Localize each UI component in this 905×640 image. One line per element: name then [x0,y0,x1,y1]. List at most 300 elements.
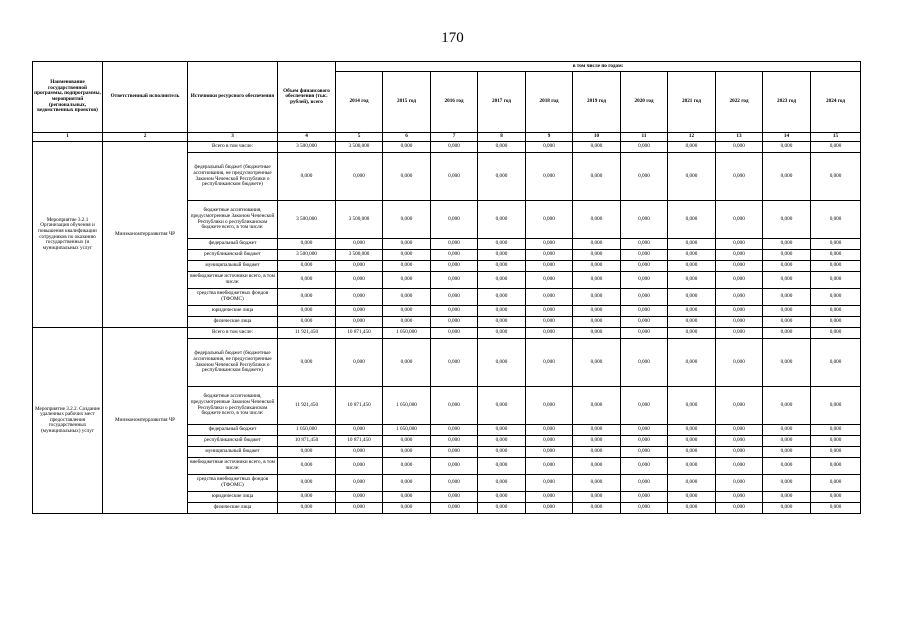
budget-table [32,61,861,514]
year-value: 0,000 [383,317,431,328]
header-year: 2015 год [383,72,431,133]
year-value: 1 050,000 [383,425,431,436]
year-value: 0,000 [478,306,526,317]
year-value: 3 500,000 [336,142,383,153]
year-value: 0,000 [431,475,478,492]
year-value: 0,000 [526,239,573,250]
year-value: 0,000 [716,306,763,317]
total-volume: 1 050,000 [278,425,336,436]
year-value: 0,000 [431,447,478,458]
total-volume: 3 500,000 [278,142,336,153]
year-value: 0,000 [573,272,621,289]
total-volume: 0,000 [278,239,336,250]
year-value: 0,000 [573,492,621,503]
total-volume: 0,000 [278,492,336,503]
total-volume: 0,000 [278,153,336,201]
year-value: 0,000 [716,328,763,339]
funding-source: бюджетные ассигнования, предусмотренные Законом Чеченской Республики о республиканском бюджете всего, в том числе: [188,387,278,425]
year-value: 0,000 [526,306,573,317]
year-value: 0,000 [573,475,621,492]
funding-source: федеральный бюджет [188,239,278,250]
column-number: 6 [383,133,431,142]
year-value: 0,000 [716,153,763,201]
year-value: 0,000 [716,492,763,503]
year-value: 0,000 [763,261,811,272]
year-value: 0,000 [478,492,526,503]
year-value: 0,000 [811,306,861,317]
year-value: 0,000 [573,447,621,458]
funding-source: федеральный бюджет (бюджетные ассигнования, не предусмотренные Законом Чеченской Республики о республиканском бюджете) [188,153,278,201]
year-value: 0,000 [431,436,478,447]
year-value: 0,000 [621,239,668,250]
column-number: 7 [431,133,478,142]
year-value: 0,000 [716,458,763,475]
year-value: 0,000 [431,239,478,250]
year-value: 0,000 [478,250,526,261]
year-value: 0,000 [526,387,573,425]
year-value: 0,000 [763,475,811,492]
year-value: 0,000 [431,142,478,153]
year-value: 0,000 [526,250,573,261]
activity-name: Мероприятие 3.2.1 Организация обучения и повышения квалификации сотрудников по оказанию государственных (и муниципальных услуг [33,142,103,328]
year-value: 0,000 [478,328,526,339]
year-value: 0,000 [716,339,763,387]
year-value: 0,000 [716,239,763,250]
year-value: 0,000 [811,492,861,503]
year-value: 0,000 [431,387,478,425]
year-value: 0,000 [383,458,431,475]
year-value: 0,000 [526,142,573,153]
year-value: 0,000 [526,328,573,339]
year-value: 0,000 [811,142,861,153]
year-value: 0,000 [478,261,526,272]
year-value: 0,000 [621,339,668,387]
year-value: 0,000 [573,339,621,387]
year-value: 0,000 [716,317,763,328]
page-number: 170 [441,30,464,46]
total-volume: 0,000 [278,447,336,458]
year-value: 3 500,000 [336,201,383,239]
table-body [33,142,861,514]
year-value: 0,000 [573,261,621,272]
year-value: 0,000 [573,289,621,306]
year-value: 0,000 [573,239,621,250]
year-value: 0,000 [336,339,383,387]
column-number: 13 [716,133,763,142]
year-value: 0,000 [716,250,763,261]
total-volume: 0,000 [278,475,336,492]
year-value: 0,000 [383,475,431,492]
year-value: 0,000 [383,261,431,272]
year-value: 0,000 [763,436,811,447]
column-number: 3 [188,133,278,142]
funding-source: физические лица [188,503,278,514]
year-value: 0,000 [573,142,621,153]
year-value: 0,000 [763,425,811,436]
year-value: 0,000 [336,503,383,514]
year-value: 0,000 [526,201,573,239]
year-value: 0,000 [668,458,716,475]
funding-source: внебюджетные источники всего, в том числе: [188,272,278,289]
year-value: 0,000 [336,261,383,272]
year-value: 0,000 [763,272,811,289]
year-value: 0,000 [431,289,478,306]
year-value: 0,000 [811,458,861,475]
year-value: 0,000 [763,339,811,387]
year-value: 0,000 [763,447,811,458]
header-volume: Объем финансового обеспечения (тыс. рублей), всего [278,62,336,133]
year-value: 0,000 [716,201,763,239]
header-year: 2017 год [478,72,526,133]
year-value: 0,000 [336,317,383,328]
total-volume: 10 871,450 [278,436,336,447]
header-year: 2020 год [621,72,668,133]
total-volume: 0,000 [278,317,336,328]
year-value: 0,000 [668,503,716,514]
year-value: 0,000 [431,425,478,436]
year-value: 0,000 [336,272,383,289]
year-value: 0,000 [336,458,383,475]
column-number: 14 [763,133,811,142]
year-value: 0,000 [668,436,716,447]
year-value: 0,000 [478,317,526,328]
column-number: 2 [103,133,188,142]
header-year: 2023 год [763,72,811,133]
year-value: 0,000 [621,458,668,475]
header-year: 2024 год [811,72,861,133]
year-value: 0,000 [668,153,716,201]
year-value: 0,000 [621,306,668,317]
year-value: 0,000 [431,317,478,328]
year-value: 0,000 [811,261,861,272]
total-volume: 11 921,450 [278,387,336,425]
year-value: 0,000 [431,250,478,261]
year-value: 0,000 [478,475,526,492]
year-value: 0,000 [811,239,861,250]
year-value: 0,000 [716,475,763,492]
year-value: 0,000 [431,503,478,514]
year-value: 0,000 [716,387,763,425]
total-volume: 11 921,450 [278,328,336,339]
year-value: 0,000 [763,492,811,503]
year-value: 0,000 [336,475,383,492]
year-value: 0,000 [668,261,716,272]
year-value: 0,000 [336,492,383,503]
year-value: 0,000 [478,201,526,239]
year-value: 0,000 [383,306,431,317]
year-value: 0,000 [621,289,668,306]
header-source: Источники ресурсного обеспечения [188,62,278,133]
header-year: 2018 год [526,72,573,133]
year-value: 0,000 [668,317,716,328]
header-year: 2021 год [668,72,716,133]
table-row [33,142,861,153]
year-value: 0,000 [478,447,526,458]
year-value: 0,000 [811,250,861,261]
funding-source: республиканский бюджет [188,250,278,261]
year-value: 0,000 [621,447,668,458]
year-value: 0,000 [383,447,431,458]
year-value: 0,000 [621,387,668,425]
year-value: 0,000 [811,289,861,306]
funding-source: муниципальный бюджет [188,447,278,458]
year-value: 0,000 [383,289,431,306]
year-value: 0,000 [763,503,811,514]
total-volume: 0,000 [278,503,336,514]
header-year: 2014 год [336,72,383,133]
total-volume: 0,000 [278,272,336,289]
year-value: 0,000 [526,447,573,458]
funding-source: федеральный бюджет (бюджетные ассигнования, не предусмотренные Законом Чеченской Республики о республиканском бюджете) [188,339,278,387]
year-value: 0,000 [621,153,668,201]
year-value: 0,000 [526,272,573,289]
table-header [33,62,861,142]
year-value: 0,000 [573,503,621,514]
year-value: 0,000 [383,436,431,447]
year-value: 0,000 [763,317,811,328]
year-value: 0,000 [478,387,526,425]
year-value: 0,000 [573,387,621,425]
year-value: 0,000 [526,425,573,436]
year-value: 0,000 [431,492,478,503]
year-value: 0,000 [383,503,431,514]
funding-source: республиканский бюджет [188,436,278,447]
year-value: 0,000 [811,153,861,201]
year-value: 0,000 [383,339,431,387]
header-program: Наименование государственной программы, подпрограммы, мероприятий (региональных, ведомственных проектов) [33,62,103,133]
year-value: 10 871,450 [336,387,383,425]
year-value: 0,000 [383,272,431,289]
year-value: 0,000 [763,289,811,306]
funding-source: юридические лица [188,306,278,317]
year-value: 0,000 [573,317,621,328]
year-value: 0,000 [573,436,621,447]
year-value: 0,000 [573,328,621,339]
year-value: 0,000 [478,458,526,475]
year-value: 0,000 [336,289,383,306]
year-value: 0,000 [668,328,716,339]
funding-source: физические лица [188,317,278,328]
year-value: 0,000 [716,436,763,447]
year-value: 0,000 [763,306,811,317]
year-value: 0,000 [526,153,573,201]
year-value: 0,000 [811,475,861,492]
year-value: 0,000 [431,328,478,339]
header-year: 2019 год [573,72,621,133]
year-value: 0,000 [763,142,811,153]
year-value: 0,000 [716,142,763,153]
funding-source: юридические лица [188,492,278,503]
year-value: 0,000 [668,142,716,153]
year-value: 0,000 [811,272,861,289]
header-executor: Ответственный исполнитель [103,62,188,133]
year-value: 0,000 [668,239,716,250]
year-value: 0,000 [763,458,811,475]
year-value: 0,000 [336,153,383,201]
year-value: 0,000 [621,492,668,503]
year-value: 0,000 [763,250,811,261]
year-value: 0,000 [383,142,431,153]
year-value: 0,000 [336,239,383,250]
column-number: 11 [621,133,668,142]
column-number: 15 [811,133,861,142]
year-value: 0,000 [573,458,621,475]
year-value: 0,000 [478,425,526,436]
year-value: 1 050,000 [383,387,431,425]
year-value: 0,000 [621,261,668,272]
activity-name: Мероприятие 3.2.2. Создание удаленных рабочих мест предоставления государственных (муниципальных) услуг [33,328,103,514]
year-value: 0,000 [573,201,621,239]
header-year: 2022 год [716,72,763,133]
header-by-year: в том числе по годам: [336,62,861,72]
year-value: 0,000 [668,492,716,503]
year-value: 0,000 [383,492,431,503]
year-value: 0,000 [811,436,861,447]
year-value: 0,000 [573,425,621,436]
total-volume: 3 500,000 [278,250,336,261]
year-value: 0,000 [478,339,526,387]
year-value: 0,000 [716,272,763,289]
year-value: 0,000 [526,436,573,447]
year-value: 0,000 [811,339,861,387]
year-value: 0,000 [621,425,668,436]
year-value: 0,000 [621,503,668,514]
year-value: 0,000 [431,306,478,317]
year-value: 0,000 [621,201,668,239]
year-value: 0,000 [811,317,861,328]
year-value: 0,000 [621,250,668,261]
funding-source: средства внебюджетных фондов (ТФОМС) [188,475,278,492]
year-value: 0,000 [526,339,573,387]
year-value: 0,000 [336,425,383,436]
year-value: 0,000 [336,447,383,458]
year-value: 0,000 [526,317,573,328]
column-number: 4 [278,133,336,142]
funding-source: бюджетные ассигнования, предусмотренные Законом Чеченской Республики о республиканском бюджете всего, в том числе: [188,201,278,239]
year-value: 0,000 [763,201,811,239]
year-value: 0,000 [526,289,573,306]
year-value: 0,000 [668,387,716,425]
table-row [33,328,861,339]
year-value: 0,000 [621,142,668,153]
responsible-executor: Минэкономтерразвития ЧР [103,328,188,514]
column-number: 10 [573,133,621,142]
year-value: 0,000 [716,447,763,458]
year-value: 0,000 [478,436,526,447]
year-value: 0,000 [716,503,763,514]
year-value: 0,000 [431,153,478,201]
year-value: 0,000 [431,261,478,272]
year-value: 0,000 [526,492,573,503]
year-value: 0,000 [668,447,716,458]
year-value: 0,000 [431,272,478,289]
year-value: 0,000 [621,317,668,328]
year-value: 0,000 [811,503,861,514]
column-number: 12 [668,133,716,142]
column-number: 5 [336,133,383,142]
year-value: 0,000 [811,425,861,436]
year-value: 10 871,450 [336,328,383,339]
year-value: 0,000 [763,328,811,339]
funding-source: муниципальный бюджет [188,261,278,272]
year-value: 0,000 [763,153,811,201]
year-value: 0,000 [716,425,763,436]
year-value: 0,000 [336,306,383,317]
year-value: 0,000 [668,272,716,289]
year-value: 0,000 [526,503,573,514]
year-value: 0,000 [383,201,431,239]
year-value: 0,000 [526,261,573,272]
year-value: 0,000 [431,339,478,387]
total-volume: 0,000 [278,458,336,475]
year-value: 0,000 [811,201,861,239]
header-year: 2016 год [431,72,478,133]
year-value: 0,000 [573,250,621,261]
funding-source: федеральный бюджет [188,425,278,436]
total-volume: 0,000 [278,261,336,272]
year-value: 0,000 [621,475,668,492]
year-value: 0,000 [811,387,861,425]
year-value: 0,000 [383,250,431,261]
column-number: 1 [33,133,103,142]
year-value: 0,000 [478,289,526,306]
year-value: 0,000 [478,239,526,250]
year-value: 0,000 [478,153,526,201]
year-value: 0,000 [573,153,621,201]
year-value: 0,000 [716,261,763,272]
year-value: 0,000 [668,201,716,239]
year-value: 0,000 [668,289,716,306]
year-value: 0,000 [811,447,861,458]
year-value: 0,000 [431,201,478,239]
year-value: 0,000 [811,328,861,339]
year-value: 1 050,000 [383,328,431,339]
year-value: 0,000 [763,387,811,425]
funding-source: внебюджетные источники всего, в том числе: [188,458,278,475]
year-value: 0,000 [668,339,716,387]
year-value: 0,000 [716,289,763,306]
year-value: 0,000 [478,272,526,289]
year-value: 0,000 [668,250,716,261]
year-value: 3 500,000 [336,250,383,261]
year-value: 0,000 [668,425,716,436]
year-value: 0,000 [621,272,668,289]
year-value: 0,000 [526,458,573,475]
year-value: 10 871,450 [336,436,383,447]
column-number: 8 [478,133,526,142]
year-value: 0,000 [668,306,716,317]
total-volume: 0,000 [278,289,336,306]
year-value: 0,000 [478,503,526,514]
year-value: 0,000 [526,475,573,492]
year-value: 0,000 [621,328,668,339]
year-value: 0,000 [668,475,716,492]
total-volume: 3 500,000 [278,201,336,239]
year-value: 0,000 [478,142,526,153]
year-value: 0,000 [573,306,621,317]
year-value: 0,000 [383,153,431,201]
year-value: 0,000 [431,458,478,475]
year-value: 0,000 [621,436,668,447]
column-number: 9 [526,133,573,142]
responsible-executor: Минэкономтерразвития ЧР [103,142,188,328]
year-value: 0,000 [763,239,811,250]
year-value: 0,000 [383,239,431,250]
funding-source: средства внебюджетных фондов (ТФОМС) [188,289,278,306]
total-volume: 0,000 [278,306,336,317]
total-volume: 0,000 [278,339,336,387]
funding-source: Всего в том числе: [188,328,278,339]
